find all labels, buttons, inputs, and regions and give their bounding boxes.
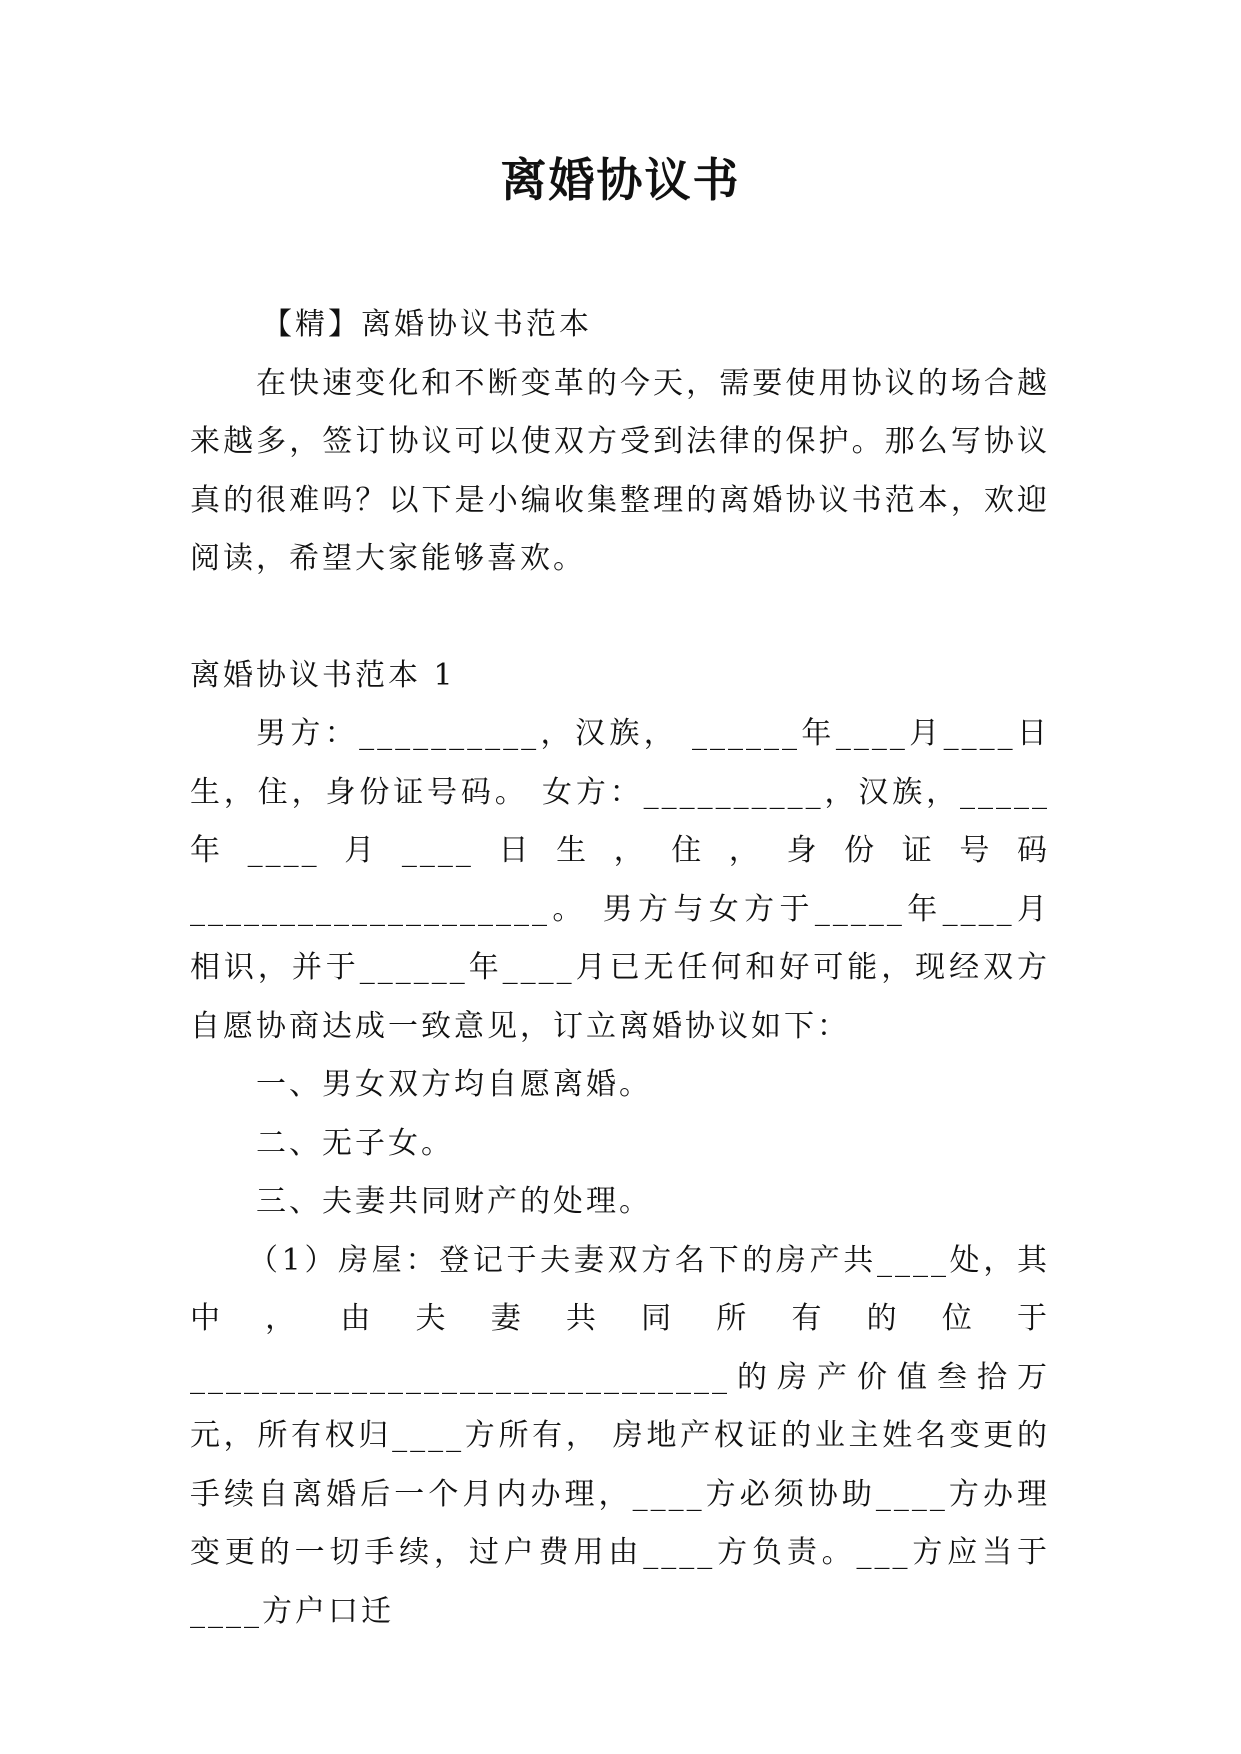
- clause-item-1: 一、男女双方均自愿离婚。: [256, 1067, 652, 1102]
- paragraph-intro: 在快速变化和不断变革的今天，需要使用协议的场合越来越多，签订协议可以使双方受到法律的保护。那么写协议真的很难吗？以下是小编收集整理的离婚协议书范本，欢迎阅读，希望大家能够喜欢。: [190, 365, 1050, 576]
- clause-item-3: 三、夫妻共同财产的处理。: [256, 1184, 652, 1219]
- clause-item-2: 二、无子女。: [256, 1125, 454, 1161]
- document-body: [190, 296, 1050, 1641]
- paragraph-intro-heading: 【精】离婚协议书范本: [262, 307, 592, 342]
- document-title: 离婚协议书: [500, 153, 741, 207]
- spacer: [190, 589, 1050, 647]
- paragraph-parties: 男方：__________，汉族， ______年____月____日生，住，身份证号码。 女方：__________，汉族，_____年____月____日生，住，身份证号码____________________。 男方与女方于_____年____月相识，并于______年____月已无任何和好可能，现经双方自愿协商达成一致意见，订立离婚协议如下：: [190, 716, 1050, 1044]
- clause-item-3-1: （1）房屋：登记于夫妻双方名下的房产共____处，其中，由夫妻共同所有的位于______________________________的房产价值叁拾万元，所有权归____方所有， 房地产权证的业主姓名变更的手续自离婚后一个月内办理，____方必须协助____方办理变更的一切手续，过户费用由____方负责。___方应当于____方户口迁: [190, 1242, 1050, 1629]
- section-heading: 离婚协议书范本 1: [190, 657, 456, 693]
